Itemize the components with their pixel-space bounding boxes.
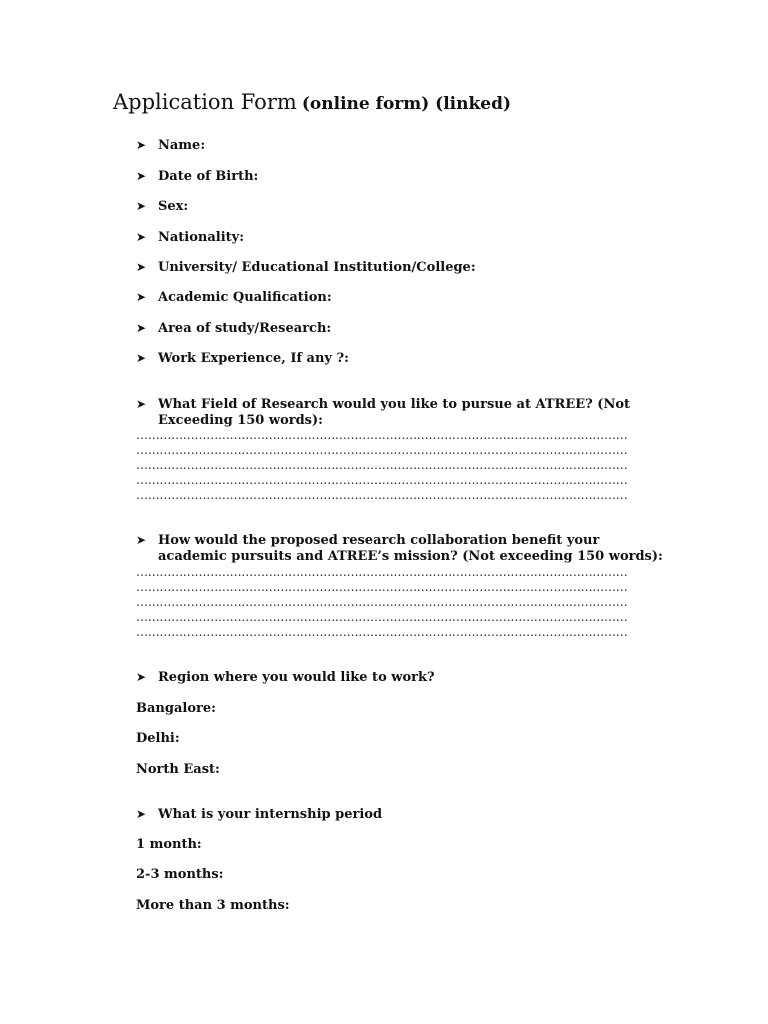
- answer-line[interactable]: ………………………………………………………………………………………………………………: [136, 473, 628, 487]
- field-label: Date of Birth:: [158, 169, 259, 184]
- arrowhead-bullet-icon: ➤: [136, 290, 147, 304]
- field-label: Name:: [158, 138, 206, 153]
- title-main: Application Form: [113, 90, 297, 114]
- region-option-delhi[interactable]: Delhi:: [136, 731, 180, 746]
- field-label: Work Experience, If any ?:: [158, 351, 349, 366]
- field-label: Nationality:: [158, 230, 245, 245]
- question-text: What is your internship period: [158, 807, 383, 822]
- arrowhead-bullet-icon: ➤: [136, 169, 147, 183]
- period-option-1-month[interactable]: 1 month:: [136, 837, 202, 852]
- arrowhead-bullet-icon: ➤: [136, 351, 147, 365]
- arrowhead-bullet-icon: ➤: [136, 260, 147, 274]
- answer-line[interactable]: ………………………………………………………………………………………………………………: [136, 610, 628, 624]
- arrowhead-bullet-icon: ➤: [136, 397, 147, 411]
- answer-line[interactable]: ………………………………………………………………………………………………………………: [136, 625, 628, 639]
- arrowhead-bullet-icon: ➤: [136, 807, 147, 821]
- arrowhead-bullet-icon: ➤: [136, 321, 147, 335]
- answer-line[interactable]: ………………………………………………………………………………………………………………: [136, 458, 628, 472]
- arrowhead-bullet-icon: ➤: [136, 138, 147, 152]
- question-text: How would the proposed research collaboration benefit your academic pursuits and ATREE’s mission? (Not exceeding 150 words):: [158, 533, 663, 564]
- region-option-bangalore[interactable]: Bangalore:: [136, 701, 216, 716]
- field-label: Area of study/Research:: [158, 321, 332, 336]
- page-title: [113, 90, 511, 114]
- arrowhead-bullet-icon: ➤: [136, 199, 147, 213]
- region-option-north-east[interactable]: North East:: [136, 762, 220, 777]
- title-sub: (online form) (linked): [301, 94, 512, 114]
- field-label: Sex:: [158, 199, 189, 214]
- question-text: Region where you would like to work?: [158, 670, 435, 685]
- question-text: What Field of Research would you like to pursue at ATREE? (Not Exceeding 150 words):: [158, 397, 631, 428]
- arrowhead-bullet-icon: ➤: [136, 230, 147, 244]
- arrowhead-bullet-icon: ➤: [136, 670, 147, 684]
- period-option-2-3-months[interactable]: 2-3 months:: [136, 867, 224, 882]
- arrowhead-bullet-icon: ➤: [136, 533, 147, 547]
- answer-line[interactable]: ………………………………………………………………………………………………………………: [136, 488, 628, 502]
- period-option-more-than-3-months[interactable]: More than 3 months:: [136, 898, 290, 913]
- answer-line[interactable]: ………………………………………………………………………………………………………………: [136, 595, 628, 609]
- field-label: University/ Educational Institution/College:: [158, 260, 476, 275]
- answer-line[interactable]: ………………………………………………………………………………………………………………: [136, 428, 628, 442]
- answer-line[interactable]: ………………………………………………………………………………………………………………: [136, 580, 628, 594]
- answer-line[interactable]: ………………………………………………………………………………………………………………: [136, 443, 628, 457]
- field-label: Academic Qualification:: [158, 290, 332, 305]
- answer-line[interactable]: ………………………………………………………………………………………………………………: [136, 565, 628, 579]
